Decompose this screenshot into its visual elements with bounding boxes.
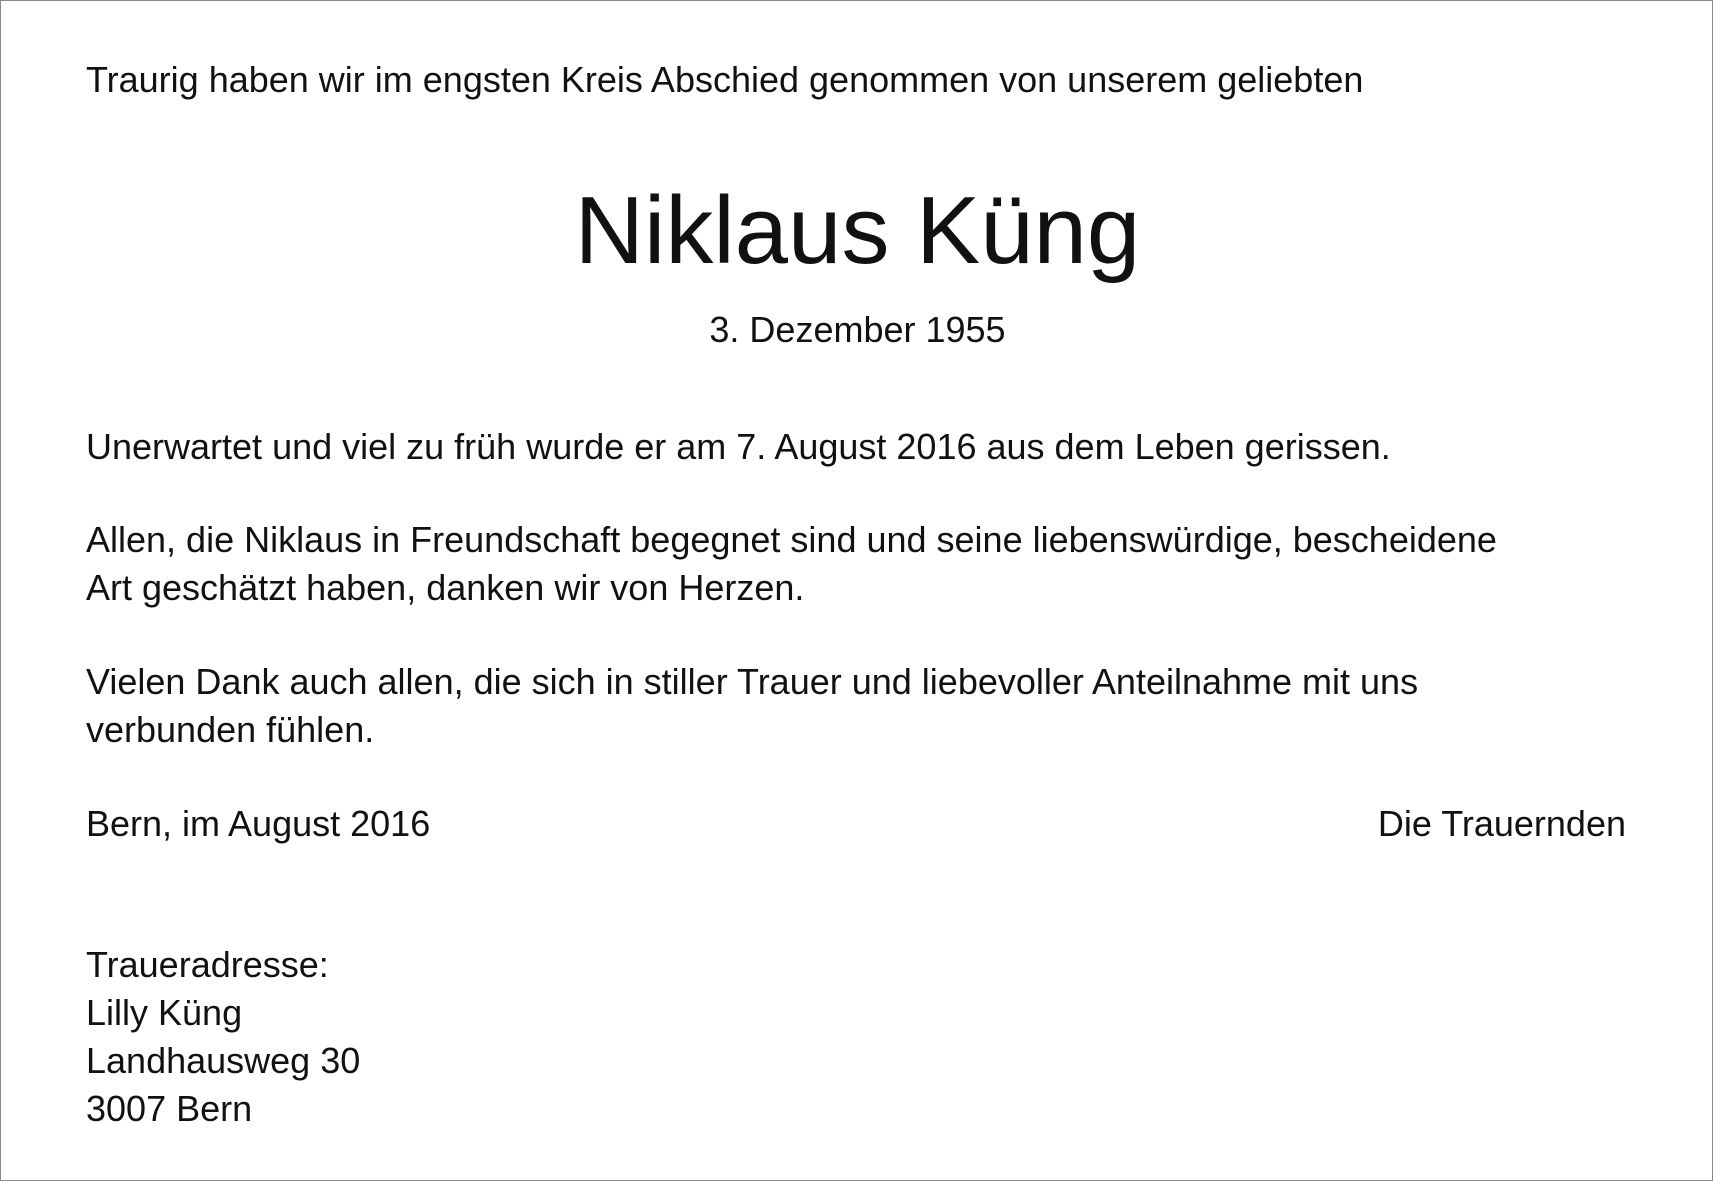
mourning-address [86,989,360,1133]
address-label: Traueradresse: [86,944,329,985]
deceased-name: Niklaus Küng [574,177,1141,284]
paragraph-thanks-line: Art geschätzt haben, danken wir von Herzen. [86,567,805,608]
place-and-date: Bern, im August 2016 [86,803,431,844]
intro-text: Traurig haben wir im engsten Kreis Abschied genommen von unserem geliebten [86,59,1364,100]
paragraph-thanks-line: Allen, die Niklaus in Freundschaft begegnet sind und seine liebenswürdige, bescheidene [86,519,1497,560]
paragraph-death: Unerwartet und viel zu früh wurde er am 7. August 2016 aus dem Leben gerissen. [86,426,1391,467]
address-name: Lilly Küng [86,992,243,1033]
address-street: Landhausweg 30 [86,1040,361,1081]
mourners-signature: Die Trauernden [1377,803,1626,844]
birth-date: 3. Dezember 1955 [709,309,1006,350]
address-city: 3007 Bern [86,1088,253,1129]
paragraph-gratitude-line: Vielen Dank auch allen, die sich in stiller Trauer und liebevoller Anteilnahme mit uns [86,661,1419,702]
paragraph-gratitude-line: verbunden fühlen. [86,709,375,750]
paragraph-thanks [86,516,1497,612]
paragraph-gratitude [86,658,1418,754]
